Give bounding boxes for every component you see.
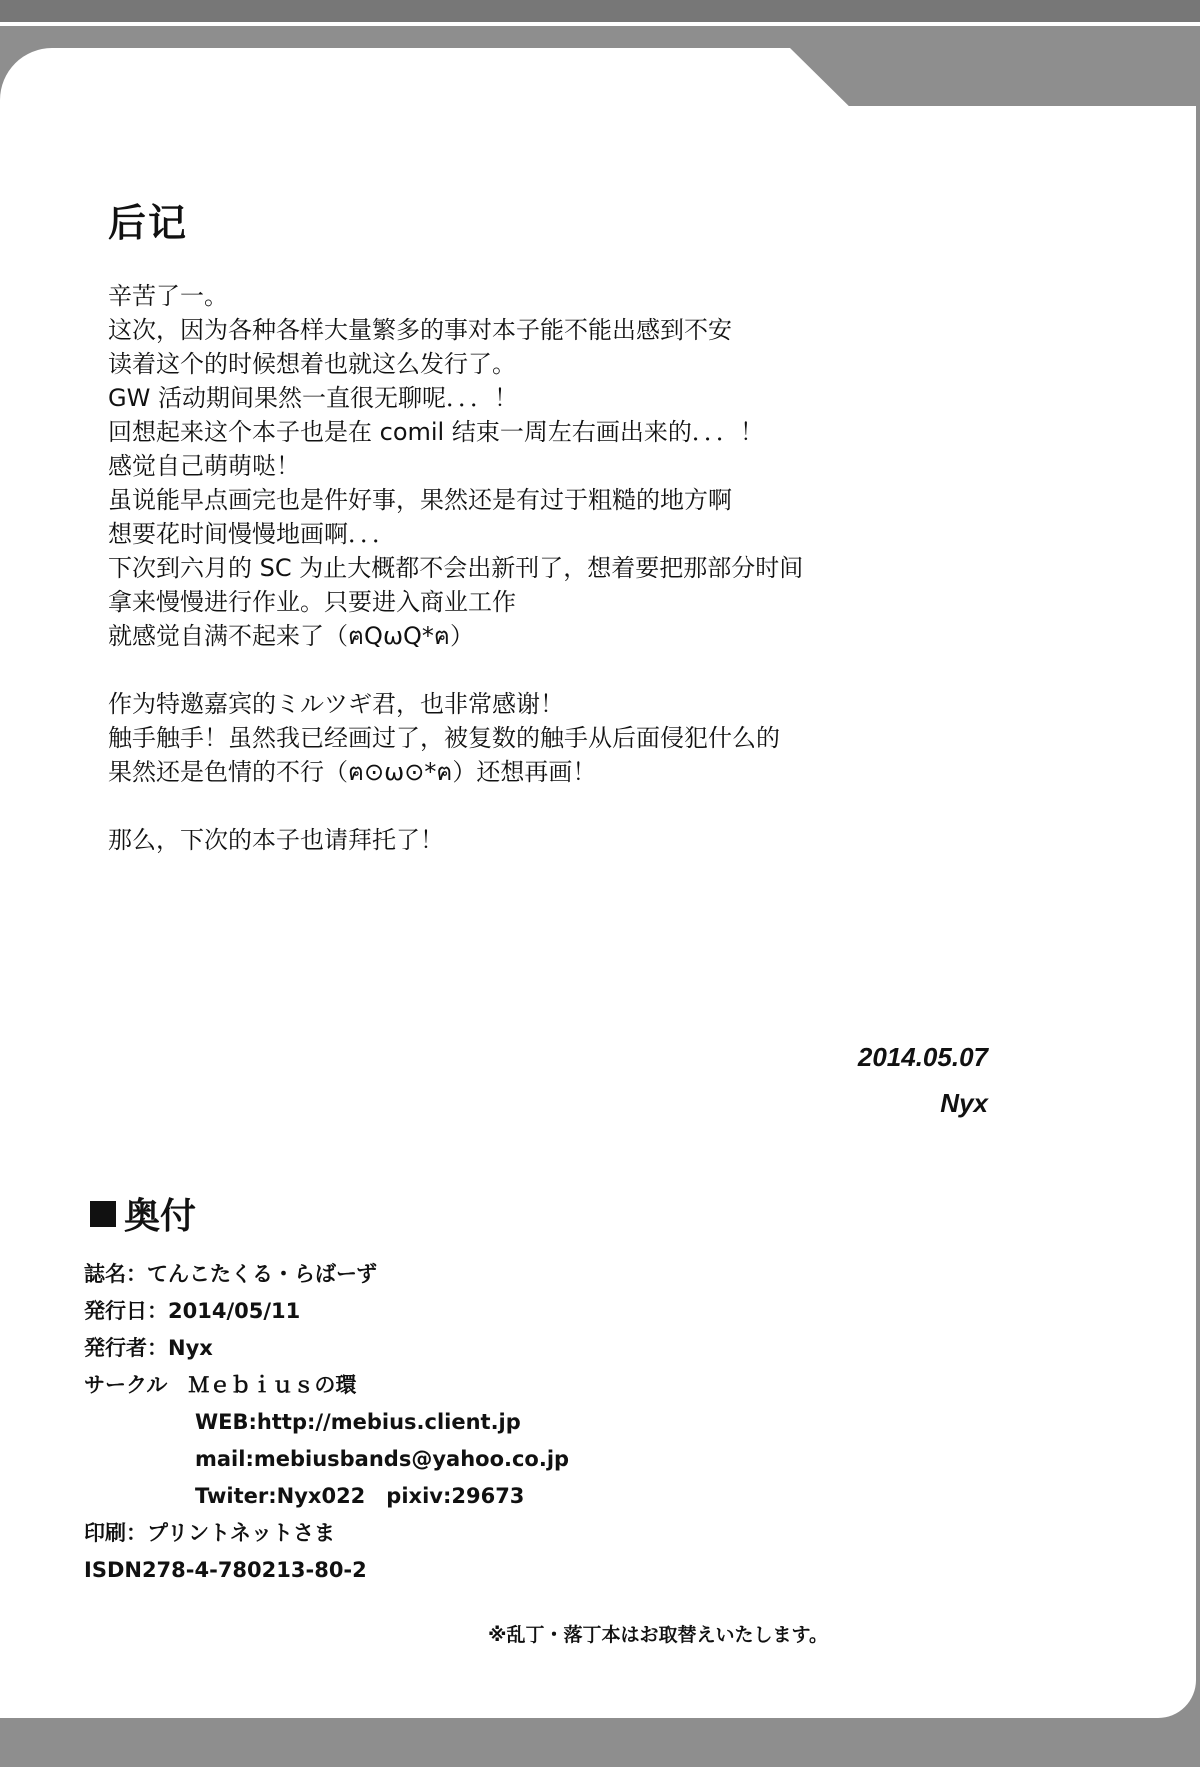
afterword-line: 想要花时间慢慢地画啊．．．	[108, 520, 396, 548]
afterword-line: 就感觉自满不起来了（ฅQωQ*ฅ）	[108, 622, 474, 650]
colophon-social: Twiter:Nyx022 pixiv:29673	[195, 1484, 525, 1508]
paragraph-gap	[108, 789, 803, 823]
corner-notch	[790, 48, 1200, 106]
colophon-circle: サークル Ｍｅｂｉｕｓの環	[84, 1373, 357, 1397]
paragraph-gap	[108, 653, 803, 687]
afterword-line: 回想起来这个本子也是在 comil 结束一周左右画出来的．．．！	[108, 418, 764, 446]
afterword-line: 拿来慢慢进行作业。只要进入商业工作	[108, 588, 516, 616]
square-bullet-icon	[90, 1201, 116, 1227]
afterword-line: GW 活动期间果然一直很无聊呢．．．！	[108, 384, 518, 412]
colophon-notice: ※乱丁・落丁本はお取替えいたします。	[488, 1624, 828, 1646]
afterword-line: 感觉自己萌萌哒！	[108, 452, 300, 480]
afterword-line: 下次到六月的 SC 为止大概都不会出新刊了，想着要把那部分时间	[108, 554, 804, 582]
afterword-section	[108, 192, 803, 857]
colophon-publisher: 発行者：Nyx	[84, 1336, 213, 1360]
afterword-line: 果然还是色情的不行（ฅ⊙ω⊙*ฅ）还想再画！	[108, 758, 597, 786]
colophon-title-text: 奥付	[124, 1196, 197, 1237]
colophon-web: WEB:http://mebius.client.jp	[195, 1410, 521, 1434]
colophon-section	[84, 1256, 569, 1589]
afterword-line: 作为特邀嘉宾的ミルツギ君，也非常感谢！	[108, 690, 564, 718]
afterword-line: 这次，因为各种各样大量繁多的事对本子能不能出感到不安	[108, 316, 732, 344]
afterword-line: 辛苦了一。	[108, 282, 228, 310]
afterword-date: 2014.05.07	[857, 1042, 988, 1072]
colophon-mail: mail:mebiusbands@yahoo.co.jp	[195, 1447, 570, 1471]
colophon-title-label: 誌名：てんこたくる・らばーず	[84, 1262, 377, 1286]
afterword-line: 触手触手！虽然我已经画过了，被复数的触手从后面侵犯什么的	[108, 724, 780, 752]
afterword-line: 虽说能早点画完也是件好事，果然还是有过于粗糙的地方啊	[108, 486, 732, 514]
afterword-line: 那么，下次的本子也请拜托了！	[108, 826, 444, 854]
colophon-title	[90, 1188, 196, 1239]
afterword-line: 读着这个的时候想着也就这么发行了。	[108, 350, 516, 378]
colophon-issue-date: 発行日：2014/05/11	[84, 1299, 301, 1323]
top-border	[0, 0, 1200, 22]
colophon-printer: 印刷：プリントネットさま	[84, 1521, 335, 1545]
bottom-band	[0, 1718, 1200, 1767]
afterword-author: Nyx	[940, 1088, 988, 1118]
afterword-title: 后记	[108, 201, 189, 245]
colophon-isdn: ISDN278-4-780213-80-2	[84, 1558, 367, 1582]
